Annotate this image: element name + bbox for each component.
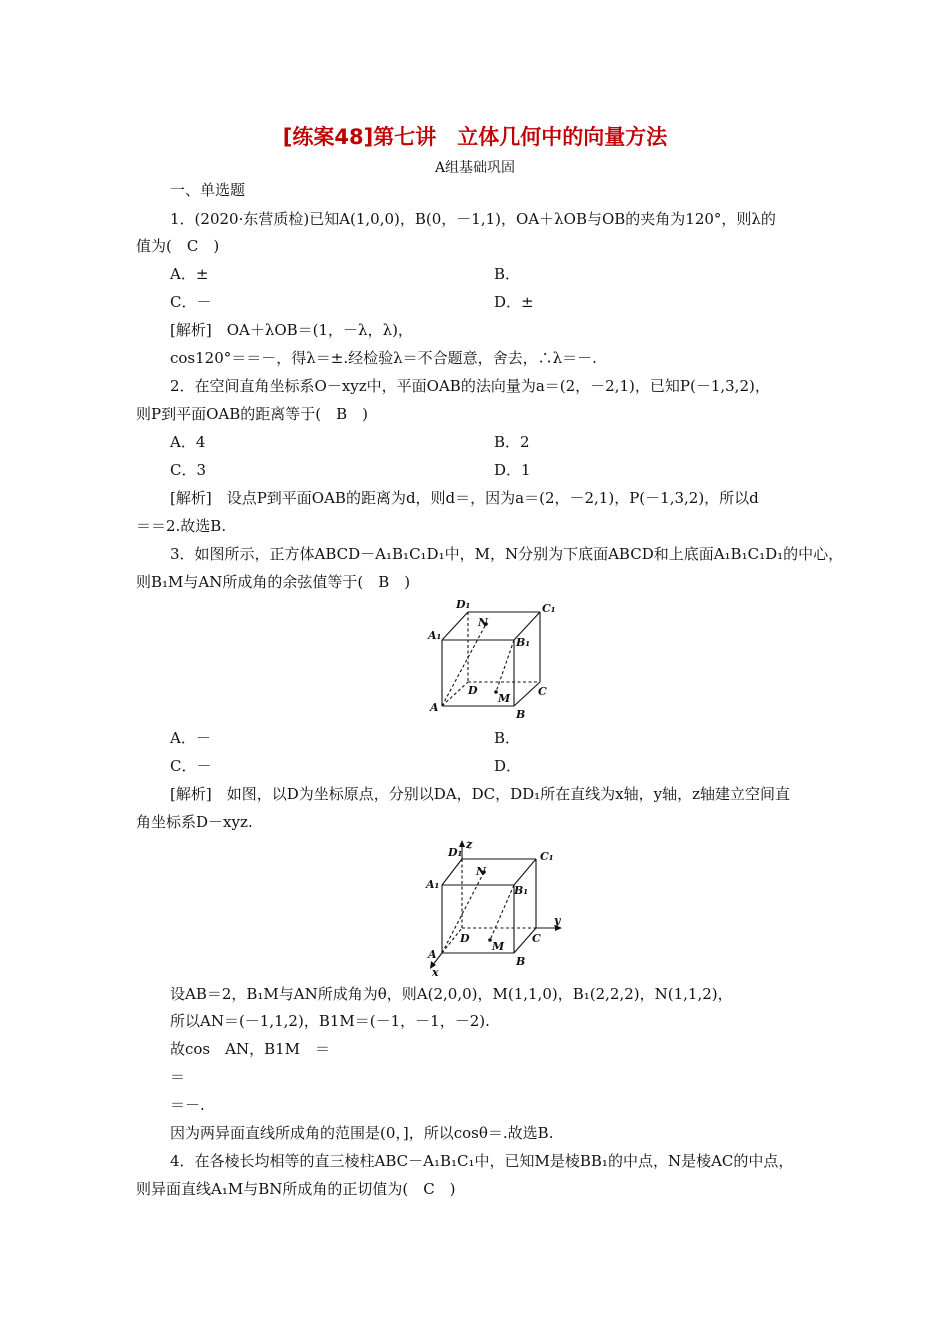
label-x: x bbox=[432, 966, 439, 978]
label-d-2: D bbox=[460, 932, 470, 945]
label-b1-2: B₁ bbox=[514, 884, 529, 897]
label-m: M bbox=[498, 692, 511, 705]
label-d: D bbox=[468, 684, 478, 697]
q2-option-d: D．1 bbox=[494, 461, 531, 479]
q2-stem-line1: 2．在空间直角坐标系O－xyz中，平面OAB的法向量为a＝(2，－2,1)，已知P(－1,3,2)， bbox=[170, 377, 770, 395]
label-n: N bbox=[478, 616, 489, 629]
label-d1-2: D₁ bbox=[448, 846, 463, 859]
group-subtitle: A组基础巩固 bbox=[434, 160, 516, 176]
q3-solution-line4: 所以AN＝(－1,1,2)，B1M＝(－1，－1，－2). bbox=[170, 1012, 490, 1030]
section-heading: 一、单选题 bbox=[170, 181, 246, 199]
q1-solution-line1: [解析] OA＋λOB＝(1，－λ，λ)， bbox=[170, 321, 413, 339]
q1-stem-line1: 1．(2020·东营质检)已知A(1,0,0)，B(0，－1,1)，OA＋λOB与OB的夹角为120°，则λ的 bbox=[170, 210, 776, 228]
q3-stem-line1: 3．如图所示，正方体ABCD－A₁B₁C₁D₁中，M，N分别为下底面ABCD和上底面A₁B₁C₁D₁的中心， bbox=[170, 545, 844, 563]
q2-solution-line2: ＝＝2.故选B. bbox=[136, 517, 227, 535]
page-title: [练案48]第七讲 立体几何中的向量方法 bbox=[282, 125, 668, 149]
q3-solution-line8: 因为两异面直线所成角的范围是(0，]，所以cosθ＝.故选B. bbox=[170, 1124, 554, 1142]
q2-option-b: B．2 bbox=[494, 433, 530, 451]
label-a1: A₁ bbox=[428, 629, 442, 642]
label-b1: B₁ bbox=[516, 636, 531, 649]
label-a: A bbox=[430, 701, 439, 714]
q1-option-d: D．± bbox=[494, 293, 534, 311]
q3-solution-line2: 角坐标系D－xyz. bbox=[136, 813, 253, 831]
q4-stem-line1: 4．在各棱长均相等的直三棱柱ABC－A₁B₁C₁中，已知M是棱BB₁的中点，N是棱AC的中点， bbox=[170, 1152, 794, 1170]
q4-stem-line2: 则异面直线A₁M与BN所成角的正切值为( C ) bbox=[136, 1180, 456, 1198]
q3-solution-line6: ＝ bbox=[170, 1068, 186, 1086]
cube-axes-diagram bbox=[420, 838, 570, 978]
q2-option-a: A．4 bbox=[170, 433, 206, 451]
label-d1: D₁ bbox=[456, 598, 471, 611]
q3-solution-line7: ＝－. bbox=[170, 1096, 205, 1114]
label-c1-2: C₁ bbox=[540, 850, 554, 863]
label-m-2: M bbox=[492, 940, 505, 953]
q3-option-d: D． bbox=[494, 757, 522, 775]
label-a1-2: A₁ bbox=[426, 878, 440, 891]
cube-diagram bbox=[420, 595, 570, 725]
q3-solution-line1: [解析] 如图，以D为坐标原点，分别以DA，DC，DD₁所在直线为x轴，y轴，z轴建立空间直 bbox=[170, 785, 790, 803]
label-b: B bbox=[516, 708, 526, 721]
q1-option-a: A．± bbox=[170, 265, 209, 283]
q1-solution-line2: cos120°＝＝－，得λ＝±.经检验λ＝不合题意，舍去，∴λ＝－. bbox=[170, 349, 597, 367]
label-c-2: C bbox=[532, 932, 541, 945]
label-c: C bbox=[538, 685, 547, 698]
label-n-2: N bbox=[476, 865, 487, 878]
cube-axes-figure bbox=[420, 838, 570, 978]
q2-solution-line1: [解析] 设点P到平面OAB的距离为d，则d＝，因为a＝(2，－2,1)，P(－1,3,2)，所以d bbox=[170, 489, 759, 507]
q1-option-c: C．－ bbox=[170, 293, 212, 311]
q1-option-b: B． bbox=[494, 265, 521, 283]
q3-option-a: A．－ bbox=[170, 729, 211, 747]
q2-option-c: C．3 bbox=[170, 461, 207, 479]
cube-figure bbox=[420, 595, 570, 725]
label-a-2: A bbox=[428, 948, 437, 961]
label-z: z bbox=[466, 838, 473, 851]
label-y: y bbox=[554, 914, 561, 927]
q1-stem-line2: 值为( C ) bbox=[136, 237, 220, 255]
q3-option-c: C．－ bbox=[170, 757, 212, 775]
label-b-2: B bbox=[516, 955, 526, 968]
q3-stem-line2: 则B₁M与AN所成角的余弦值等于( B ) bbox=[136, 573, 411, 591]
q3-solution-line3: 设AB＝2，B₁M与AN所成角为θ，则A(2,0,0)，M(1,1,0)，B₁(2,2,2)，N(1,1,2)， bbox=[170, 985, 733, 1003]
q3-solution-line5: 故cos AN，B1M ＝ bbox=[170, 1040, 331, 1058]
q3-option-b: B． bbox=[494, 729, 521, 747]
label-c1: C₁ bbox=[542, 602, 556, 615]
q2-stem-line2: 则P到平面OAB的距离等于( B ) bbox=[136, 405, 368, 423]
